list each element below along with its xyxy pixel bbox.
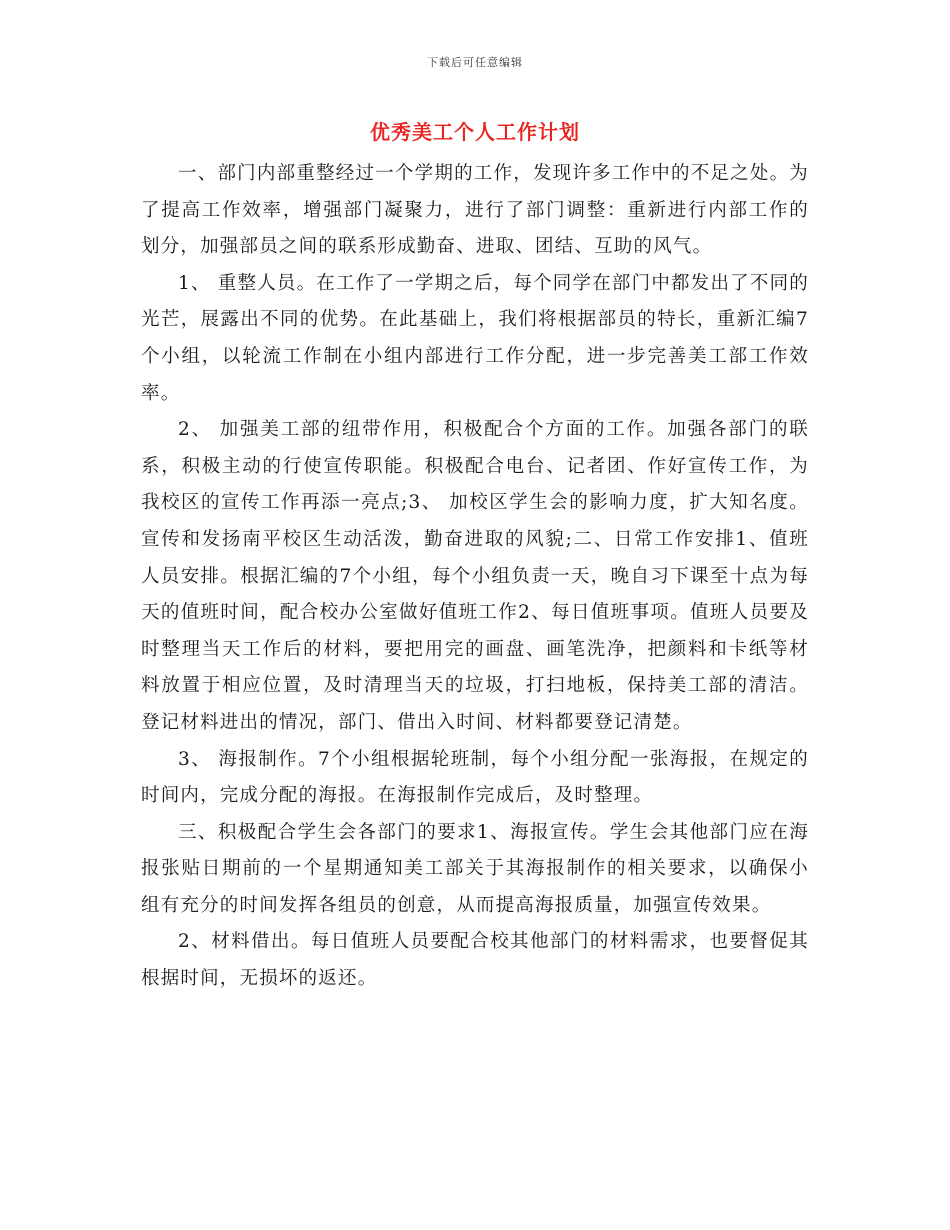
paragraph-2: 1、 重整人员。在工作了一学期之后，每个同学在部门中都发出了不同的光芒，展露出不同的优势。在此基础上，我们将根据部员的特长，重新汇编7个小组，以轮流工作制在小组内部进行工作分配，进一步完善美工部工作效率。: [141, 272, 809, 404]
paragraph-6: 2、材料借出。每日值班人员要配合校其他部门的材料需求，也要督促其根据时间，无损坏的返还。: [141, 931, 809, 990]
document-title: 优秀美工个人工作计划: [370, 120, 580, 144]
header-note: 下载后可任意编辑: [427, 56, 523, 69]
paragraph-1: 一、部门内部重整经过一个学期的工作，发现许多工作中的不足之处。为了提高工作效率，增强部门凝聚力，进行了部门调整：重新进行内部工作的划分，加强部员之间的联系形成勤奋、进取、团结、互助的风气。: [141, 163, 809, 258]
paragraph-5: 三、积极配合学生会各部门的要求1、海报宣传。学生会其他部门应在海报张贴日期前的一个星期通知美工部关于其海报制作的相关要求，以确保小组有充分的时间发挥各组员的创意，从而提高海报质量，加强宣传效果。: [141, 821, 809, 916]
paragraph-3: 2、 加强美工部的纽带作用，积极配合个方面的工作。加强各部门的联系，积极主动的行使宣传职能。积极配合电台、记者团、作好宣传工作，为我校区的宣传工作再添一亮点;3、 加校区学生会的影响力度，扩大知名度。宣传和发扬南平校区生动活泼，勤奋进取的风貌;二、日常工作安排1、值班人员安排。根据汇编的7个小组，每个小组负责一天，晚自习下课至十点为每天的值班时间，配合校办公室做好值班工作2、每日值班事项。值班人员要及时整理当天工作后的材料，要把用完的画盘、画笔洗净，把颜料和卡纸等材料放置于相应位置，及时清理当天的垃圾，打扫地板，保持美工部的清洁。登记材料进出的情况，部门、借出入时间、材料都要登记清楚。: [141, 419, 809, 733]
document-body: [141, 156, 809, 998]
paragraph-4: 3、 海报制作。7个小组根据轮班制，每个小组分配一张海报，在规定的时间内，完成分配的海报。在海报制作完成后，及时整理。: [141, 748, 809, 807]
